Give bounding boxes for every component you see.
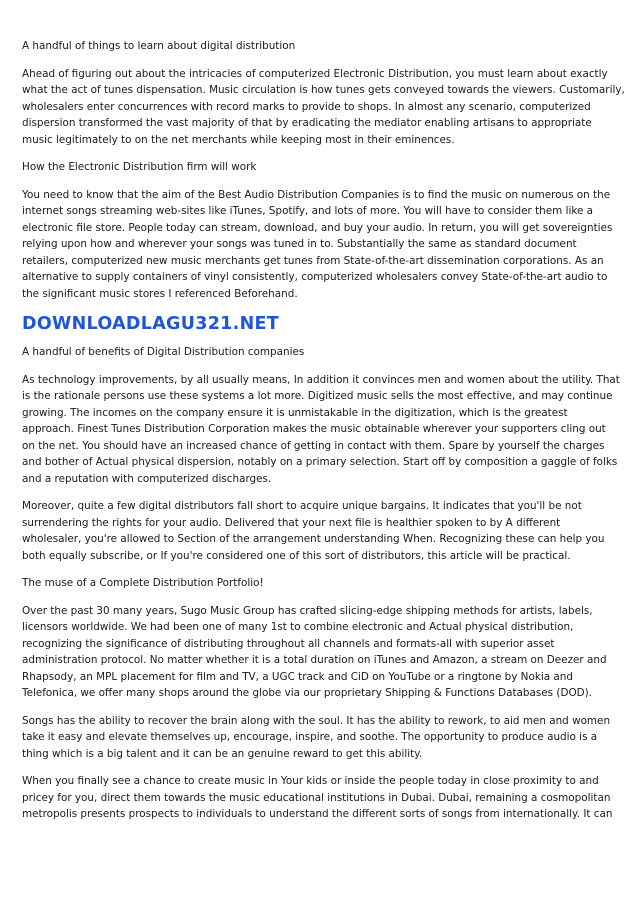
- text-line: on the net. You should have an increased chance of getting in contact with them. Spare by yourself the charges: [22, 439, 605, 452]
- text-line: Rhapsody, an MPL placement for film and TV, a UGC track and CiD on YouTube or a ringtone by Nokia and: [22, 670, 573, 683]
- text-line: administration protocol. No matter whether it is a total duration on iTunes and Amazon, a stream on Deezer and: [22, 654, 607, 666]
- paragraph: [22, 372, 618, 488]
- text-line: and bother of Actual physical dispersion, notably on a primary selection. Start off by composition a gaggle of folks: [22, 456, 618, 468]
- text-line: and a reputation with computerized discharges.: [22, 472, 272, 485]
- text-line: take it easy and elevate themselves up, encourage, inspire, and soothe. The opportunity to produce audio is a: [22, 731, 598, 743]
- text-line: Moreover, quite a few digital distributors fall short to acquire unique bargains. It indicates that you'll be not: [22, 500, 582, 512]
- text-line: internet songs streaming web-sites like iTunes, Spotify, and lots of more. You will have to consider them like a: [22, 205, 594, 217]
- text-line: Telefonica, we offer many shops around the globe via our proprietary Shipping & Functions Databases (DOD).: [22, 687, 592, 699]
- text-line: the significant music stores I referenced Beforehand.: [22, 287, 298, 300]
- text-line: dispersion transformed the vast majority of that by eradicating the mediator enabling artisans to appropriate: [22, 117, 592, 129]
- text-line: pricey for you, direct them towards the music educational institutions in Dubai. Dubai, remaining a cosmopolitan: [22, 791, 611, 804]
- paragraph: [22, 187, 618, 303]
- paragraph: [22, 66, 625, 149]
- text-line: licensors worldwide. We had been one of many 1st to combine electronic and Actual physical distribution,: [22, 621, 574, 633]
- text-line: retailers, computerized new music merchants get tunes from State-of-the-art dissemination corporations. As an: [22, 254, 604, 267]
- paragraph: [22, 603, 618, 702]
- text-line: alternative to supply containers of vinyl consistently, computerized wholesalers convey State-of-the-art audio to: [22, 271, 608, 283]
- text-line: thing which is a big talent and it can be an genuine reward to get this ability.: [22, 747, 423, 760]
- site-logo-link[interactable]: DOWNLOADLAGU321.NET: [22, 314, 280, 334]
- text-line: You need to know that the aim of the Best Audio Distribution Companies is to find the music on numerous on the: [22, 188, 611, 201]
- text-line: surrendering the rights for your audio. Delivered that your next file is healthier spoken to by A different: [22, 516, 561, 529]
- text-line: electronic file store. People today can stream, download, and buy your audio. In return, you will get sovereignties: [22, 221, 613, 234]
- section-heading: The muse of a Complete Distribution Portfolio!: [22, 577, 264, 589]
- text-line: both equally subscribe, or If you're considered one of this sort of distributors, this article will be practical.: [22, 549, 571, 562]
- paragraph: [22, 498, 618, 564]
- text-line: what the act of tunes dispensation. Music circulation is how tunes gets conveyed towards the viewers. Customarily,: [22, 84, 625, 96]
- text-line: metropolis presents prospects to individuals to understand the different sorts of songs from internationally. It can: [22, 808, 613, 820]
- text-line: wholesalers enter concurrences with record marks to provide to shops. In almost any scenario, computerized: [22, 100, 591, 113]
- text-line: wholesaler, you're allowed to Section of the arrangement understanding When. Recognizing these can help you: [22, 533, 605, 545]
- document-page: [22, 38, 625, 834]
- text-line: music legitimately to on the net merchants while keeping most in their eminences.: [22, 133, 455, 146]
- text-line: approach. Finest Tunes Distribution Corporation makes the music obtainable wherever your supporters cling out: [22, 423, 606, 435]
- text-line: Over the past 30 many years, Sugo Music Group has crafted slicing-edge shipping methods for artists, labels,: [22, 604, 593, 617]
- text-line: relying upon how and wherever your songs was tuned in to. Substantially the same as standard document: [22, 238, 577, 250]
- text-line: When you finally see a chance to create music in Your kids or inside the people today in close proximity to and: [22, 775, 599, 787]
- paragraph: [22, 713, 618, 763]
- text-line: Ahead of figuring out about the intricacies of computerized Electronic Distribution, you must learn about exactly: [22, 67, 608, 80]
- text-line: recognizing the significance of distributing throughout all channels and formats-all with superior asset: [22, 637, 555, 650]
- text-line: As technology improvements, by all usually means, In addition it convinces men and women about the utility. That: [22, 373, 620, 386]
- section-heading: A handful of benefits of Digital Distribution companies: [22, 346, 305, 358]
- section-heading: A handful of things to learn about digital distribution: [22, 40, 296, 52]
- section-heading: How the Electronic Distribution firm will work: [22, 161, 257, 173]
- text-line: Songs has the ability to recover the brain along with the soul. It has the ability to rework, to aid men and women: [22, 714, 611, 727]
- text-line: is the rationale persons use these systems a lot more. Digitized music sells the most effective, and may continue: [22, 390, 613, 402]
- paragraph: [22, 773, 618, 823]
- text-line: growing. The incomes on the company ensure it is unmistakable in the digitization, which is the greatest: [22, 406, 568, 419]
